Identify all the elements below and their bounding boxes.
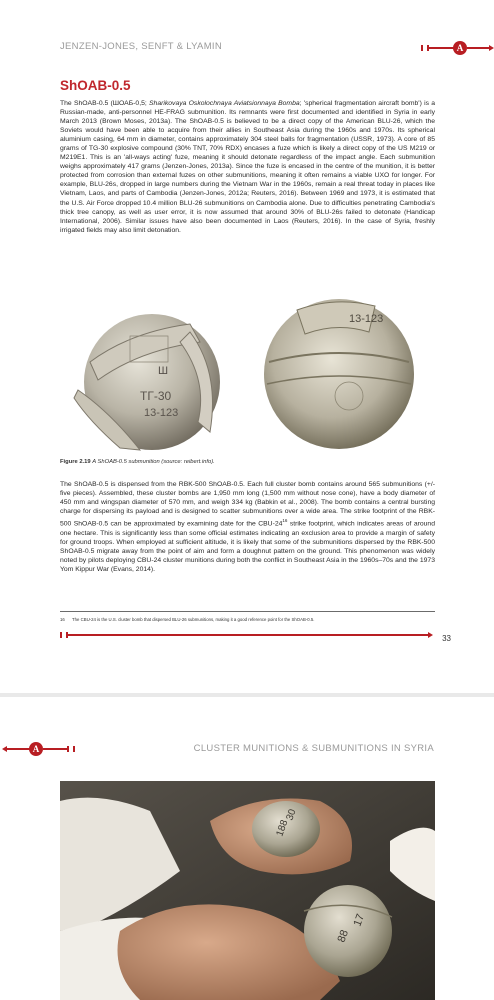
para2-before: The ShOAB-0.5 is dispensed from the RBK-500 ShOAB-0.5. Each full cluster bomb contains around 565 submunitions (+/- five pieces). Assembled, these cluster bombs are 1,950 mm long (1,500 mm without nose cone), have a body diameter of 450 mm and wingspan diameter of 570 mm, and weigh 334 kg (Babkin et al., 2008). The bomb contains a central bursting charge for dispersing its payload and is designed to scatter submunitions over a wide area. The strike footprint of the RBK-500 ShOAB-0.5 can be approximated by examining date for the CBU-24: [60, 481, 435, 528]
body-paragraph-1: [60, 99, 435, 235]
document-page-34: [0, 697, 494, 1000]
section-title: ShOAB-0.5: [60, 78, 131, 93]
para2-after: strike footprint, which indicates areas of around one hectare. This is significantly less than some official estimates indicating an exclusion area to provide a margin of safety for ground troops. When employed at sufficient altitude, it is likely that some of the submunitions dispersed by the RBK-500 ShOAB-0.5 migrate away from the point of aim and form a doughnut pattern on the ground. This phenomenon was widely noted by pilots deploying CBU-24 cluster munitions during both the conflict in Southeast Asia in the 1960s–70s and the 1973 Yom Kippur War (Evans, 2014).: [60, 520, 435, 573]
footnote: [60, 617, 435, 622]
footnote-ref[interactable]: 16: [282, 518, 288, 524]
footnote-number: 16: [60, 617, 65, 622]
stencil-upper-1: 30: [284, 807, 299, 823]
stencil-lower-1: 17: [351, 912, 368, 929]
badge-a-icon: A: [29, 742, 43, 756]
handheld-submunitions-photo: [60, 781, 435, 1000]
figure-caption-text: A ShOAB-0.5 submunition (source: reibert.info).: [92, 459, 215, 465]
figure-caption: [60, 459, 215, 465]
running-head: CLUSTER MUNITIONS & SUBMUNITIONS IN SYRIA: [193, 743, 434, 754]
hands-holding-submunitions-image: [60, 781, 435, 1000]
stencil-lower-2: 88: [335, 928, 352, 945]
stencil-line-3: 13-123: [144, 407, 179, 419]
stencil-line-right: 13-123: [349, 313, 384, 325]
stencil-line-1: Ш: [158, 365, 169, 377]
stencil-line-2: ТГ-30: [140, 389, 172, 403]
stencil-upper-2: 188: [274, 818, 291, 839]
running-head: JENZEN-JONES, SENFT & LYAMIN: [60, 41, 223, 52]
footnote-divider: [60, 611, 435, 612]
footnote-text: The CBU-24 is the U.S. cluster bomb that dispersed BLU-26 submunitions, making it a good reference point for the ShOAB-0.5.: [72, 617, 315, 622]
para1-intro: The ShOAB-0.5 (ШОАБ-0,5;: [60, 100, 150, 107]
shoab-photo-left: [70, 302, 230, 452]
shoab-photo-right: [257, 292, 422, 452]
shoab-sphere-left-image: [70, 302, 230, 452]
page-number: 33: [442, 634, 451, 643]
badge-a-icon: A: [453, 41, 467, 55]
body-paragraph-2: [60, 480, 435, 574]
figure-label: Figure 2.19: [60, 459, 91, 465]
shoab-sphere-right-image: [257, 292, 422, 452]
para1-body: ; 'spherical fragmentation aircraft bomb') is a Russian-made, anti-personnel HE-FRAG submunition. Its remnants were first documented and identified in Syria in early March 2013 (Brown Moses, 2013a). The ShOAB-0.5 is believed to be a direct copy of the American BLU-26, which the Soviets would have been able to acquire from their allies in Southeast Asia during the 1960s and 1970s. Its spherical aluminium casing, 64 mm in diameter, contains approximately 304 steel balls for fragmentation (USSR, 1973). A core of 85 grams of TG-30 explosive compound (30% TNT, 70% RDX) encases a fuze which is likely a direct copy of the US M219 or M219E1. This is an 'all-ways acting' fuze, meaning it should detonate regardless of the impact angle. Each submunition weighs approximately 417 grams (Jenzen-Jones, 2013a). Since the fuze is encased in the centre of the munition, it is better protected from corrosion than external fuzes on other submunitions, meaning it often remains a viable UXO for longer. For example, BLU-26s, dropped in large numbers during the Vietnam War in the 1960s, remain a real threat today in places like Vietnam, Laos, and parts of Cambodia (Jenzen-Jones, 2012a; Reuters, 2016). Between 1969 and 1973, it is estimated that the U.S. Air Force dropped 10.4 million BLU-26 submunitions on Cambodia alone. Due to difficulties penetrating Cambodia's thick tree canopy, as well as user error, it is now assumed that around 30% of BLU-26s failed to detonate (Handicap International, 2006). Similar issues have also been documented in Laos (Reuters, 2016). In the case of Syria, freshly irrigated fields may also limit detonation.: [60, 100, 435, 234]
para1-italic-name: Sharikovaya Oskolochnaya Aviatsionnaya Bomba: [149, 100, 300, 107]
